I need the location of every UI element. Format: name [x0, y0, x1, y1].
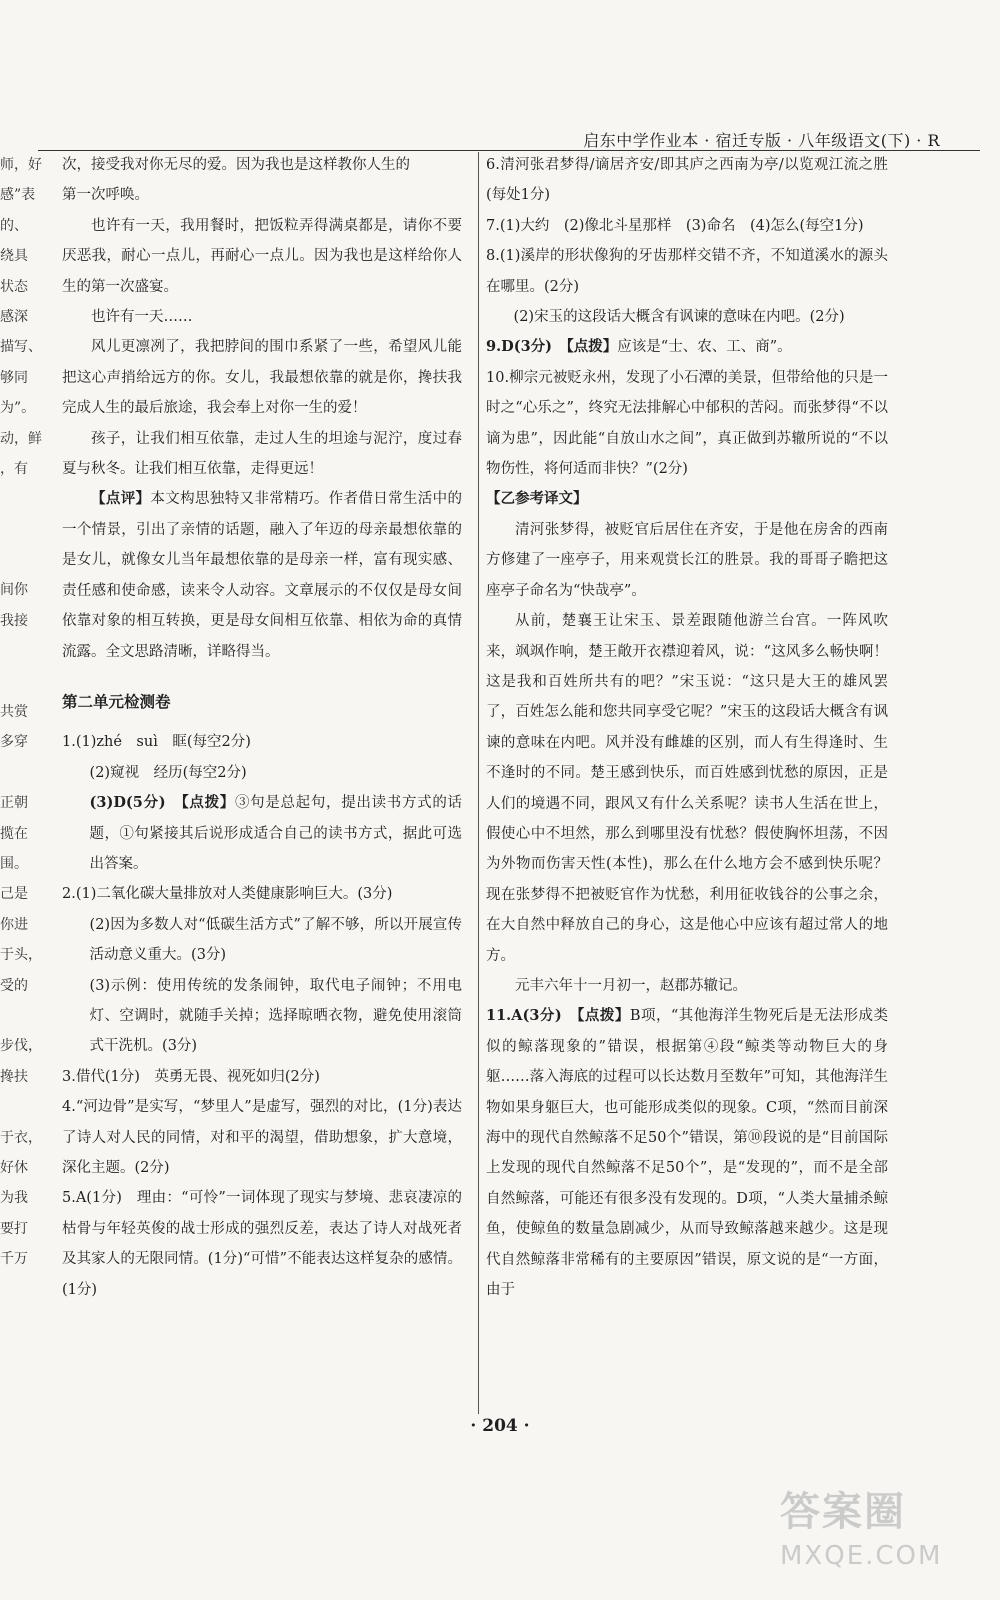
edge-text-line: 受的 [0, 977, 28, 994]
header-title: 启东中学作业本 · 宿迁专版 · 八年级语文(下) · R [583, 131, 940, 150]
paragraph-text: (2)窥视 经历(每空2分) [89, 764, 247, 781]
paragraph [62, 687, 462, 717]
left-column [62, 150, 462, 1305]
paragraph-text: 也许有一天，我用餐时，把饭粒弄得满桌都是，请你不要厌恶我，耐心一点儿，再耐心一点儿。因为我也是这样给你人生的第一次盛宴。 [62, 217, 462, 295]
edge-text-line [0, 667, 44, 697]
paragraph [486, 211, 888, 241]
paragraph-text: 5.A(1分) 理由：“可怜”一词体现了现实与梦境、悲哀凄凉的枯骨与年轻英俊的战士形成的强烈反差，表达了诗人对战死者及其家人的无限同情。(1分)“可惜”不能表达这样复杂的感情。(1分) [62, 1190, 462, 1298]
edge-text-line: 正朝 [0, 795, 28, 812]
paragraph [486, 363, 888, 485]
paragraph [62, 971, 462, 1062]
paragraph-text: 次，接受我对你无尽的爱。因为我也是这样教你人生的 [62, 157, 410, 173]
watermark-logo [780, 1480, 980, 1590]
paragraph [486, 332, 888, 362]
paragraph [62, 424, 462, 485]
paragraph [486, 150, 888, 211]
paragraph-text: 第二单元检测卷 [62, 691, 171, 711]
edge-text-line: 于衣， [0, 1129, 42, 1146]
paragraph [486, 241, 888, 302]
paragraph-text: (2)宋玉的这段话大概含有讽谏的意味在内吧。(2分) [513, 309, 845, 326]
paragraph [486, 302, 888, 332]
paragraph [62, 788, 462, 879]
edge-text-line: 为”。 [0, 400, 36, 417]
paragraph-label: (3)D(5分) 【点拨】 [89, 794, 235, 812]
paragraph [62, 1092, 462, 1183]
edge-text-line: 己是 [0, 886, 28, 903]
paragraph-text: 3.借代(1分) 英勇无畏、视死如归(2分) [62, 1068, 320, 1085]
edge-text-line: 共赏 [0, 704, 28, 721]
paragraph [486, 1001, 888, 1305]
paragraph-text: 6.清河张君梦得/谪居齐安/即其庐之西南为亭/以览观江流之胜(每处1分) [486, 157, 888, 204]
edge-text-line: 揽在 [0, 825, 28, 842]
paragraph-text: 4.“河边骨”是实写，“梦里人”是虚写，强烈的对比，(1分)表达了诗人对人民的同情，对和平的渴望，借助想象，扩大意境，深化主题。(2分) [62, 1099, 462, 1176]
edge-text-line: 状态 [0, 278, 28, 295]
edge-text-line [0, 758, 44, 788]
edge-text-line: 千万 [0, 1251, 28, 1268]
paragraph-label: 11.A(3分) 【点拨】 [486, 1007, 630, 1025]
paragraph-text: 元丰六年十一月初一，赵郡苏辙记。 [515, 977, 747, 994]
paragraph-text: (3)示例：使用传统的发条闹钟，取代电子闹钟；不用电灯、空调时，就随手关掉；选择晾晒衣物，避免使用滚筒式干洗机。(3分) [89, 977, 462, 1055]
previous-page-edge-text [0, 150, 44, 1274]
edge-text-line: 步伐， [0, 1038, 42, 1055]
page-number: · 204 · [470, 1416, 530, 1436]
edge-text-line: 间你 [0, 582, 28, 599]
edge-text-line: 的、 [0, 217, 28, 234]
edge-text-line [0, 1001, 44, 1031]
edge-text-line: 感深 [0, 308, 28, 325]
edge-text-line: 你进 [0, 916, 28, 933]
paragraph-text: (2)因为多数人对“低碳生活方式”了解不够，所以开展宣传活动意义重大。(3分) [89, 916, 462, 964]
paragraph-text: 也许有一天…… [91, 309, 193, 326]
edge-text-line: 为我 [0, 1190, 28, 1207]
edge-text-line: 动，鲜 [0, 430, 42, 447]
paragraph-text: 10.柳宗元被贬永州，发现了小石潭的美景，但带给他的只是一时之“心乐之”，终究无法排解心中郁积的苦闷。而张梦得“不以谪为患”，因此能“自放山水之间”，真正做到苏辙所说的“不以物伤性，将何适而非快？”(2分) [486, 369, 888, 478]
edge-text-line [0, 515, 44, 545]
paragraph-text: 【乙参考译文】 [486, 490, 588, 508]
paragraph-text: 应该是“士、农、工、商”。 [617, 339, 792, 356]
edge-text-line: 绕具 [0, 248, 28, 265]
edge-text-line [0, 545, 44, 575]
edge-text-line [0, 1092, 44, 1122]
paragraph [62, 302, 462, 332]
watermark-url: MXQE.COM [780, 1541, 943, 1571]
paragraph [62, 211, 462, 302]
edge-text-line: 要打 [0, 1220, 28, 1237]
paragraph [62, 727, 462, 757]
paragraph [62, 150, 462, 180]
paragraph-label: 9.D(3分) 【点拨】 [486, 338, 618, 356]
edge-text-line [0, 636, 44, 666]
running-header [0, 128, 1000, 148]
paragraph-label: 【点评】 [91, 490, 151, 508]
column-divider [478, 152, 479, 1414]
edge-text-line: 描写、 [0, 339, 42, 356]
paragraph [486, 606, 888, 971]
edge-text-line: 师，好 [0, 157, 42, 173]
right-column [486, 150, 888, 1305]
edge-text-line: 感”表 [0, 187, 36, 204]
edge-text-line: 好休 [0, 1159, 28, 1176]
paragraph-text: B项，“其他海洋生物死后是无法形成类似的鲸落现象的”错误，根据第④段“鲸类等动物巨大的身躯……落入海底的过程可以长达数月至数年”可知，其他海洋生物如果身躯巨大，也可能形成类似的现象。C项，“然而目前深海中的现代自然鲸落不足50个”错误，第⑩段说的是“目前国际上发现的现代自然鲸落不足50个”，是“发现的”，而不是全部自然鲸落，可能还有很多没有发现的。D项，“人类大量捕杀鲸鱼，使鲸鱼的数量急剧减少，从而导致鲸落越来越少。这是现代自然鲸落非常稀有的主要原因”错误，原文说的是“一方面，由于 [486, 1008, 888, 1299]
paragraph [486, 484, 888, 514]
paragraph [486, 971, 888, 1001]
paragraph [62, 332, 462, 423]
paragraph [62, 484, 462, 666]
edge-text-line: 围。 [0, 855, 28, 872]
paragraph-text: 8.(1)溪岸的形状像狗的牙齿那样交错不齐，不知道溪水的源头在哪里。(2分) [486, 248, 888, 295]
paragraph-text: ③句是总起句，提出读书方式的话题，①句紧接其后说形成适合自己的读书方式，据此可选出答案。 [89, 795, 462, 872]
paragraph [62, 1062, 462, 1092]
paragraph-text: 1.(1)zhé suì 眶(每空2分) [62, 734, 251, 751]
edge-text-line: 我接 [0, 612, 28, 629]
paragraph-text: 从前，楚襄王让宋玉、景差跟随他游兰台宫。一阵风吹来，飒飒作响，楚王敞开衣襟迎着风，说：“这风多么畅快啊！这是我和百姓所共有的吧？”宋玉说：“这只是大王的雄风罢了，百姓怎么能和您共同享受它呢？”宋玉的这段话大概含有讽谏的意味在内吧。风并没有雌雄的区别，而人有生得逢时、生不逢时的不同。楚王感到快乐，而百姓感到忧愁的原因，正是人们的境遇不同，跟风又有什么关系呢？读书人生活在世上，假使心中不坦然，那么到哪里没有忧愁？假使胸怀坦荡，不因为外物而伤害天性(本性)，那么在什么地方会不感到快乐呢？现在张梦得不把被贬官作为忧愁，利用征收钱谷的公事之余，在大自然中释放自己的身心，这是他心中应该有超过常人的地方。 [486, 613, 888, 964]
paragraph-text: 第一次呼唤。 [62, 187, 149, 204]
watermark-logo-text: 答案圈 [780, 1489, 906, 1535]
edge-text-line [0, 484, 44, 514]
edge-text-line: 够同 [0, 369, 28, 386]
paragraph [62, 910, 462, 971]
paragraph [486, 515, 888, 606]
edge-text-line: 搀扶 [0, 1068, 28, 1085]
paragraph-text: 本文构思独特又非常精巧。作者借日常生活中的一个情景，引出了亲情的话题，融入了年迈的母亲最想依靠的是女儿，就像女儿当年最想依靠的是母亲一样，富有现实感、责任感和使命感，读来令人动容。文章展示的不仅仅是母女间依靠对象的相互转换，更是母女间相互依靠、相依为命的真情流露。全文思路清晰，详略得当。 [62, 491, 463, 660]
paragraph-text: 7.(1)大约 (2)像北斗星那样 (3)命名 (4)怎么(每空1分) [486, 217, 864, 234]
paragraph-text: 2.(1)二氧化碳大量排放对人类健康影响巨大。(3分) [62, 886, 393, 903]
edge-text-line: 于头， [0, 947, 42, 964]
paragraph-text: 风儿更凛冽了，我把脖间的围巾系紧了一些，希望风儿能把这心声捎给远方的你。女儿，我最想依靠的就是你，搀扶我完成人生的最后旅途，我会奉上对你一生的爱！ [62, 339, 462, 417]
edge-text-line: 多穿 [0, 734, 28, 751]
paragraph [62, 1183, 462, 1305]
edge-text-line: ，有 [0, 460, 28, 477]
paragraph [62, 879, 462, 909]
paragraph-text: 清河张梦得，被贬官后居住在齐安，于是他在房舍的西南方修建了一座亭子，用来观赏长江的胜景。我的哥哥子瞻把这座亭子命名为“快哉亭”。 [486, 521, 888, 599]
paragraph [62, 758, 462, 788]
paragraph [62, 180, 462, 210]
paragraph-text: 孩子，让我们相互依靠，走过人生的坦途与泥泞，度过春夏与秋冬。让我们相互依靠，走得更远！ [62, 430, 462, 478]
